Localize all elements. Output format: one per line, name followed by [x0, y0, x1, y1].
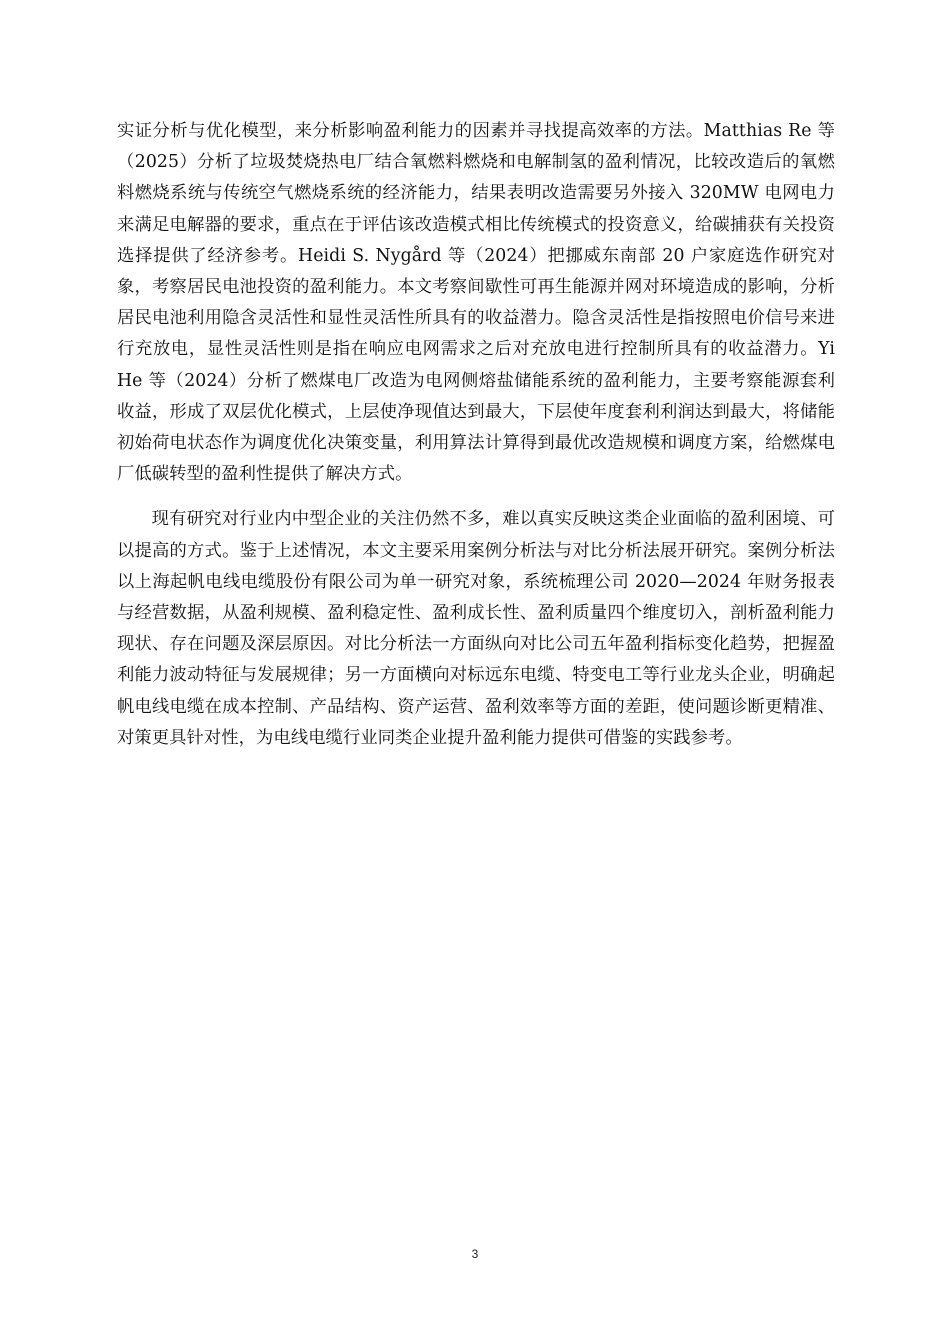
page-number: 3 [471, 1247, 479, 1261]
body-text [117, 116, 835, 754]
paragraph-literature-review: 实证分析与优化模型，来分析影响盈利能力的因素并寻找提高效率的方法。Matthias Re 等（2025）分析了垃圾焚烧热电厂结合氧燃料燃烧和电解制氢的盈利情况，比较改造后的氧燃料燃烧系统与传统空气燃烧系统的经济能力，结果表明改造需要另外接入 320MW 电网电力来满足电解器的要求，重点在于评估该改造模式相比传统模式的投资意义，给碳捕获有关投资选择提供了经济参考。Heidi S. Nygård 等（2024）把挪威东南部 20 户家庭选作研究对象，考察居民电池投资的盈利能力。本文考察间歇性可再生能源并网对环境造成的影响，分析居民电池利用隐含灵活性和显性灵活性所具有的收益潜力。隐含灵活性是指按照电价信号来进行充放电，显性灵活性则是指在响应电网需求之后对充放电进行控制所具有的收益潜力。Yi He 等（2024）分析了燃煤电厂改造为电网侧熔盐储能系统的盈利能力，主要考察能源套利收益，形成了双层优化模式，上层使净现值达到最大，下层使年度套利利润达到最大，将储能初始荷电状态作为调度优化决策变量，利用算法计算得到最优改造规模和调度方案，给燃煤电厂低碳转型的盈利性提供了解决方式。 [117, 121, 835, 485]
paragraph-research-methods: 现有研究对行业内中型企业的关注仍然不多，难以真实反映这类企业面临的盈利困境、可以提高的方式。鉴于上述情况，本文主要采用案例分析法与对比分析法展开研究。案例分析法以上海起帆电线电缆股份有限公司为单一研究对象，系统梳理公司 2020—2024 年财务报表与经营数据，从盈利规模、盈利稳定性、盈利成长性、盈利质量四个维度切入，剖析盈利能力现状、存在问题及深层原因。对比分析法一方面纵向对比公司五年盈利指标变化趋势，把握盈利能力波动特征与发展规律；另一方面横向对标远东电缆、特变电工等行业龙头企业，明确起帆电线电缆在成本控制、产品结构、资产运营、盈利效率等方面的差距，使问题诊断更精准、对策更具针对性，为电线电缆行业同类企业提升盈利能力提供可借鉴的实践参考。 [117, 509, 835, 748]
